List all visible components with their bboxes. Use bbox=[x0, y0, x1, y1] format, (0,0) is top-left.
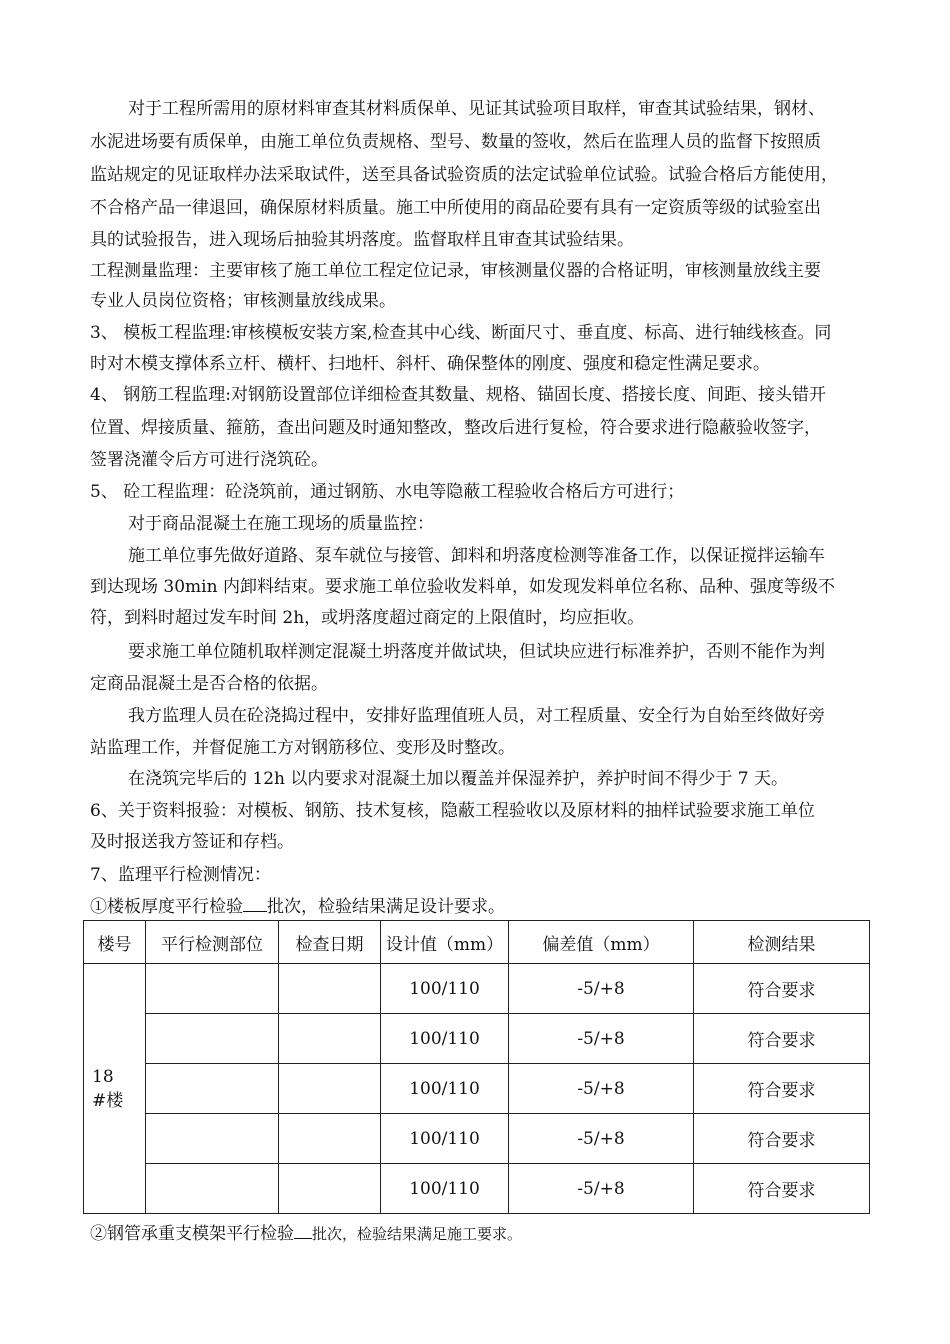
design-value-cell: 100/110 bbox=[381, 1114, 509, 1164]
date-cell bbox=[279, 1064, 381, 1114]
item-1-heading bbox=[90, 894, 505, 920]
paragraph-line: 6、关于资料报验：对模板、钢筋、技术复核，隐蔽工程验收以及原材料的抽样试验要求施工单位 bbox=[90, 801, 815, 821]
deviation-cell: -5/+8 bbox=[509, 1064, 694, 1114]
result-cell: 符合要求 bbox=[694, 1114, 870, 1164]
paragraph-line: 位置、焊接质量、箍筋，查出问题及时通知整改，整改后进行复检，符合要求进行隐蔽验收签字， bbox=[90, 418, 821, 438]
location-cell bbox=[146, 964, 279, 1014]
header-design-value: 设计值（mm） bbox=[381, 921, 509, 964]
location-cell bbox=[146, 1164, 279, 1214]
table-row bbox=[84, 1114, 870, 1164]
paragraph-line: 站监理工作，并督促施工方对钢筋移位、变形及时整改。 bbox=[90, 738, 515, 758]
result-cell: 符合要求 bbox=[694, 964, 870, 1014]
date-cell bbox=[279, 1114, 381, 1164]
table-row bbox=[84, 964, 870, 1014]
paragraph-line: 监站规定的见证取样办法采取试件，送至具备试验资质的法定试验单位试验。试验合格后方能使用， bbox=[90, 165, 838, 185]
paragraph-line: 符，到料时超过发车时间 2h，或坍落度超过商定的上限值时，均应拒收。 bbox=[90, 608, 645, 628]
item-2-heading bbox=[90, 1221, 522, 1247]
table-header-row bbox=[84, 921, 870, 964]
date-cell bbox=[279, 964, 381, 1014]
paragraph-line: 4、 钢筋工程监理:对钢筋设置部位详细检查其数量、规格、锚固长度、搭接长度、间距、接头错开 bbox=[90, 385, 826, 405]
paragraph-line: 我方监理人员在砼浇捣过程中，安排好监理值班人员，对工程质量、安全行为自始至终做好旁 bbox=[128, 706, 825, 726]
building-number: 18#楼 bbox=[92, 1066, 124, 1111]
location-cell bbox=[146, 1014, 279, 1064]
paragraph-line: 要求施工单位随机取样测定混凝土坍落度并做试块，但试块应进行标准养护，否则不能作为判 bbox=[128, 642, 825, 662]
deviation-cell: -5/+8 bbox=[509, 1114, 694, 1164]
batch-blank bbox=[243, 895, 267, 912]
location-cell bbox=[146, 1114, 279, 1164]
paragraph-line: 到达现场 30min 内卸料结束。要求施工单位验收发料单，如发现发料单位名称、品种、强度等级不 bbox=[90, 577, 835, 597]
inspection-table bbox=[83, 920, 870, 1214]
design-value-cell: 100/110 bbox=[381, 1164, 509, 1214]
item-2-prefix: ②钢管承重支模架平行检验 bbox=[90, 1224, 294, 1244]
item-1-prefix: ①楼板厚度平行检验 bbox=[90, 897, 243, 917]
result-cell: 符合要求 bbox=[694, 1064, 870, 1114]
paragraph-line: 对于商品混凝土在施工现场的质量监控： bbox=[128, 514, 434, 534]
paragraph-line: 对于工程所需用的原材料审查其材料质保单、见证其试验项目取样，审查其试验结果，钢材、 bbox=[128, 99, 825, 119]
paragraph-line: 具的试验报告，进入现场后抽验其坍落度。监督取样且审查其试验结果。 bbox=[90, 230, 634, 250]
header-deviation: 偏差值（mm） bbox=[509, 921, 694, 964]
result-cell: 符合要求 bbox=[694, 1164, 870, 1214]
paragraph-line: 7、监理平行检测情况： bbox=[90, 865, 271, 885]
paragraph-line: 工程测量监理：主要审核了施工单位工程定位记录，审核测量仪器的合格证明，审核测量放线主要 bbox=[90, 261, 821, 281]
paragraph-line: 5、 砼工程监理：砼浇筑前，通过钢筋、水电等隐蔽工程验收合格后方可进行； bbox=[90, 482, 685, 502]
date-cell bbox=[279, 1014, 381, 1064]
paragraph-line: 定商品混凝土是否合格的依据。 bbox=[90, 674, 328, 694]
result-cell: 符合要求 bbox=[694, 1014, 870, 1064]
design-value-cell: 100/110 bbox=[381, 1014, 509, 1064]
header-building: 楼号 bbox=[84, 921, 146, 964]
paragraph-line: 签署浇灌令后方可进行浇筑砼。 bbox=[90, 450, 328, 470]
building-cell bbox=[84, 964, 146, 1214]
paragraph-line: 及时报送我方签证和存档。 bbox=[90, 832, 294, 852]
location-cell bbox=[146, 1064, 279, 1114]
paragraph-line: 在浇筑完毕后的 12h 以内要求对混凝土加以覆盖并保湿养护，养护时间不得少于 7 天。 bbox=[128, 769, 789, 789]
item-2-suffix: 批次，检验结果满足施工要求。 bbox=[312, 1225, 523, 1243]
paragraph-line: 不合格产品一律退回，确保原材料质量。施工中所使用的商品砼要有具有一定资质等级的试验室出 bbox=[90, 198, 821, 218]
header-location: 平行检测部位 bbox=[146, 921, 279, 964]
paragraph-line: 3、 模板工程监理:审核模板安装方案,检查其中心线、断面尺寸、垂直度、标高、进行轴线核查。同 bbox=[90, 323, 832, 343]
table-row bbox=[84, 1064, 870, 1114]
paragraph-line: 时对木模支撑体系立杆、横杆、扫地杆、斜杆、确保整体的刚度、强度和稳定性满足要求。 bbox=[90, 354, 770, 374]
table-row bbox=[84, 1164, 870, 1214]
date-cell bbox=[279, 1164, 381, 1214]
deviation-cell: -5/+8 bbox=[509, 964, 694, 1014]
deviation-cell: -5/+8 bbox=[509, 1014, 694, 1064]
deviation-cell: -5/+8 bbox=[509, 1164, 694, 1214]
design-value-cell: 100/110 bbox=[381, 1064, 509, 1114]
paragraph-line: 水泥进场要有质保单，由施工单位负责规格、型号、数量的签收，然后在监理人员的监督下按照质 bbox=[90, 132, 821, 152]
paragraph-line: 施工单位事先做好道路、泵车就位与接管、卸料和坍落度检测等准备工作，以保证搅拌运输车 bbox=[128, 546, 825, 566]
paragraph-line: 专业人员岗位资格；审核测量放线成果。 bbox=[90, 291, 396, 311]
batch-blank bbox=[294, 1222, 312, 1239]
item-1-suffix: 批次，检验结果满足设计要求。 bbox=[267, 897, 505, 917]
header-date: 检查日期 bbox=[279, 921, 381, 964]
header-result: 检测结果 bbox=[694, 921, 870, 964]
table-row bbox=[84, 1014, 870, 1064]
design-value-cell: 100/110 bbox=[381, 964, 509, 1014]
